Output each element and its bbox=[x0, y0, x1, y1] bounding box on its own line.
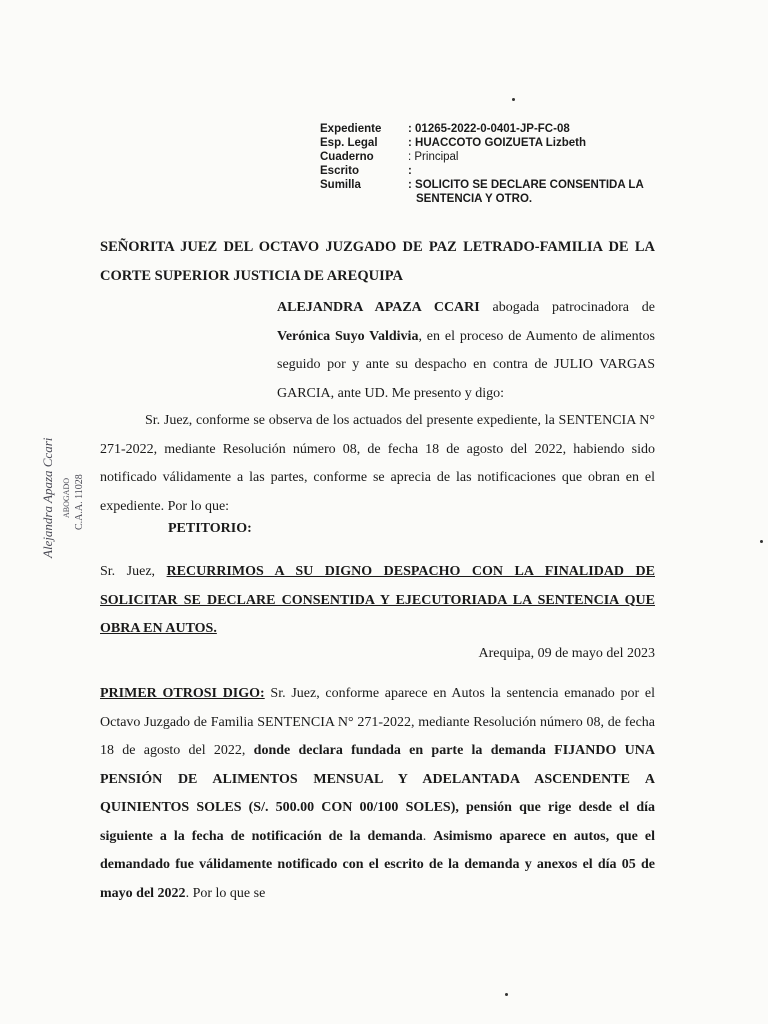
otrosi-bold: Asimismo aparece en autos, que el demandado fue válidamente notificado con el escrito de la demanda y anexos el día 05 de mayo del 2022 bbox=[100, 828, 655, 901]
case-header-value: SENTENCIA Y OTRO. bbox=[416, 193, 533, 205]
case-header-row bbox=[320, 122, 644, 136]
stamp-registration: C.A.A. 11028 bbox=[74, 474, 85, 530]
petitorio-request: RECURRIMOS A SU DIGNO DESPACHO CON LA FINALIDAD DE SOLICITAR SE DECLARE CONSENTIDA Y EJECUTORIADA LA SENTENCIA QUE OBRA EN AUTOS. bbox=[100, 564, 655, 636]
case-header-label: Cuaderno bbox=[320, 151, 374, 163]
client-name: Verónica Suyo Valdivia bbox=[277, 328, 419, 344]
otrosi-text: . bbox=[422, 828, 434, 844]
case-header-row bbox=[320, 136, 644, 150]
case-header-value: : SOLICITO SE DECLARE CONSENTIDA LA bbox=[408, 179, 644, 191]
case-header-label: Esp. Legal bbox=[320, 137, 378, 149]
case-header-value: : Principal bbox=[408, 151, 459, 163]
intro-text: , en el proceso de Aumento de alimentos seguido por y ante su despacho en contra de JULIO VARGAS GARCIA, ante UD. Me presento y digo: bbox=[277, 328, 655, 401]
case-header-row bbox=[320, 150, 644, 164]
stamp-signature: Alejandra Apaza Ccari bbox=[40, 437, 55, 558]
addressee: SEÑORITA JUEZ DEL OCTAVO JUZGADO DE PAZ LETRADO-FAMILIA DE LA CORTE SUPERIOR JUSTICIA DE AREQUIPA bbox=[100, 239, 655, 284]
case-header-label: Expediente bbox=[320, 123, 382, 135]
date-line: Arequipa, 09 de mayo del 2023 bbox=[478, 646, 655, 661]
speck bbox=[512, 98, 515, 101]
case-header-value: : HUACCOTO GOIZUETA Lizbeth bbox=[408, 137, 587, 149]
introduction-paragraph bbox=[277, 294, 655, 408]
case-header-label: Escrito bbox=[320, 165, 359, 177]
petitorio-paragraph bbox=[100, 558, 655, 644]
facts-paragraph: Sr. Juez, conforme se observa de los actuados del presente expediente, la SENTENCIA N° 271-2022, mediante Resolución número 08, de fecha 18 de agosto del 2022, habiendo sido notificado válidamente a las partes, conforme se aprecia de las notificaciones que obran en el expediente. Por lo que: bbox=[100, 413, 655, 514]
intro-text: abogada patrocinadora de bbox=[479, 300, 655, 315]
otrosi-title: PRIMER OTROSI DIGO: bbox=[100, 686, 265, 701]
otrosi-paragraph bbox=[100, 680, 655, 908]
speck bbox=[505, 993, 508, 996]
otrosi-bold: donde declara fundada en parte la demanda FIJANDO UNA PENSIÓN DE ALIMENTOS MENSUAL Y ADELANTADA ASCENDENTE A QUINIENTOS SOLES (S/. 500.00 CON 00/100 SOLES), pensión que rige desde el día siguiente a la fecha de notificación de la demanda bbox=[100, 743, 655, 844]
case-header bbox=[320, 122, 644, 206]
case-header-row bbox=[320, 178, 644, 192]
case-header-row bbox=[320, 192, 644, 206]
case-header-label bbox=[320, 192, 408, 206]
petitorio-heading: PETITORIO: bbox=[168, 521, 252, 536]
speck bbox=[760, 540, 763, 543]
case-header-row bbox=[320, 164, 644, 178]
stamp-title: ABOGADO bbox=[62, 478, 71, 518]
lawyer-name: ALEJANDRA APAZA CCARI bbox=[277, 300, 480, 315]
otrosi-text: Sr. Juez, conforme aparece en Autos la sentencia emanado por el Octavo Juzgado de Familia SENTENCIA N° 271-2022, mediante Resolución número 08, de fecha 18 de agosto del 2022, bbox=[100, 686, 655, 758]
case-header-value: : bbox=[408, 165, 412, 177]
petitorio-prefix: Sr. Juez, bbox=[100, 564, 167, 579]
case-header-label: Sumilla bbox=[320, 179, 361, 191]
case-header-value: : 01265-2022-0-0401-JP-FC-08 bbox=[408, 123, 570, 135]
otrosi-text: . Por lo que se bbox=[185, 885, 266, 901]
lawyer-stamp bbox=[38, 418, 90, 558]
